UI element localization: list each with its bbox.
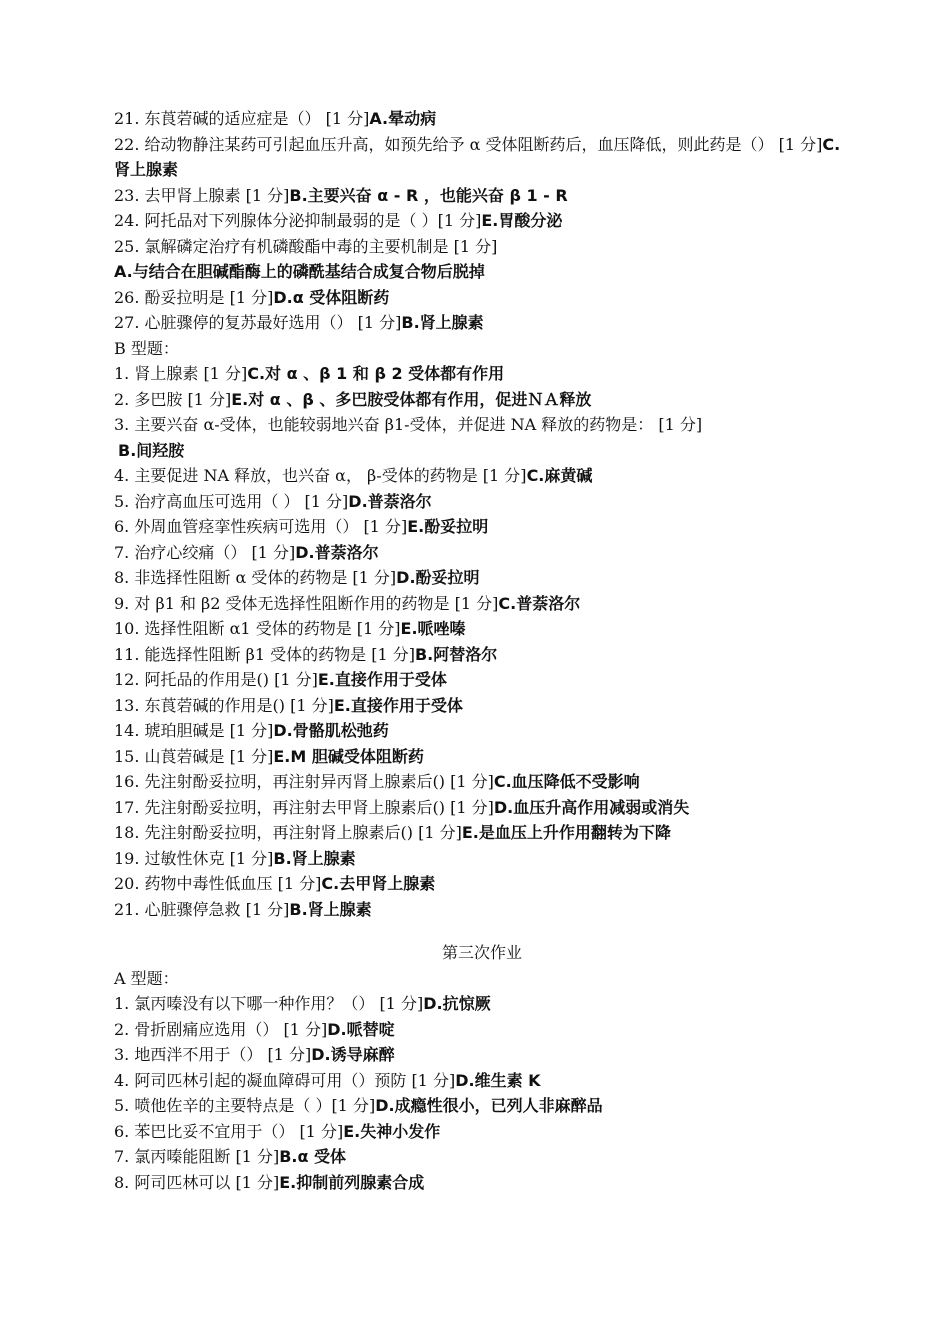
section-a-label: A 型题： bbox=[114, 968, 179, 988]
question-item: 24. 阿托品对下列腺体分泌抑制最弱的是（ ）[1 分]E.胃酸分泌 bbox=[114, 211, 563, 230]
question-item: 19. 过敏性休克 [1 分]B.肾上腺素 bbox=[114, 848, 356, 868]
question-item: 4. 阿司匹林引起的凝血障碍可用（）预防 [1 分]D.维生素 K bbox=[114, 1070, 541, 1090]
answer-text: C.肾上腺素 bbox=[114, 134, 841, 179]
answer-text: B.肾上腺素 bbox=[273, 848, 356, 868]
question-item: 7. 氯丙嗪能阻断 [1 分]B.α 受体 bbox=[114, 1147, 347, 1166]
answer-text: D.普萘洛尔 bbox=[295, 542, 379, 562]
answer-text: E.哌唑嗪 bbox=[400, 619, 466, 638]
answer-text: D.抗惊厥 bbox=[423, 994, 491, 1013]
answer-text: D.成瘾性很小，已列人非麻醉品 bbox=[375, 1096, 603, 1115]
question-item: 27. 心脏骤停的复苏最好选用（） [1 分]B.肾上腺素 bbox=[114, 313, 484, 332]
question-item: 6. 苯巴比妥不宜用于（） [1 分]E.失神小发作 bbox=[114, 1121, 441, 1141]
answer-text: E.失神小发作 bbox=[343, 1121, 441, 1141]
question-item: 8. 阿司匹林可以 [1 分]E.抑制前列腺素合成 bbox=[114, 1172, 425, 1192]
question-item: 13. 东莨菪碱的作用是() [1 分]E.直接作用于受体 bbox=[114, 695, 463, 715]
question-item: 12. 阿托品的作用是() [1 分]E.直接作用于受体 bbox=[114, 670, 447, 689]
question-item: 1. 肾上腺素 [1 分]C.对 α 、β 1 和 β 2 受体都有作用 bbox=[114, 364, 505, 383]
answer-text: D.骨骼肌松弛药 bbox=[273, 721, 389, 740]
answer-text: D.普萘洛尔 bbox=[348, 491, 432, 511]
answer-text: E.对 α 、β 、多巴胺受体都有作用，促进ＮＡ释放 bbox=[231, 389, 592, 409]
answer-text: E.酚妥拉明 bbox=[407, 517, 489, 536]
question-item: 10. 选择性阻断 α1 受体的药物是 [1 分]E.哌唑嗪 bbox=[114, 619, 466, 638]
answer-text: B.间羟胺 bbox=[118, 440, 185, 460]
answer-text: A.与结合在胆碱酯酶上的磷酰基结合成复合物后脱掉 bbox=[114, 262, 485, 281]
question-item: 26. 酚妥拉明是 [1 分]D.α 受体阻断药 bbox=[114, 287, 390, 307]
question-item: 17. 先注射酚妥拉明，再注射去甲肾上腺素后() [1 分]D.血压升高作用减弱或消失 bbox=[114, 797, 690, 817]
answer-text: E.M 胆碱受体阻断药 bbox=[273, 746, 424, 766]
question-item: 4. 主要促进 NA 释放，也兴奋 α， β-受体的药物是 [1 分]C.麻黄碱 bbox=[114, 466, 593, 485]
answer-text: B.阿替洛尔 bbox=[414, 644, 498, 664]
answer-text: B.α 受体 bbox=[279, 1147, 347, 1166]
question-item: 18. 先注射酚妥拉明，再注射肾上腺素后() [1 分]E.是血压上升作用翻转为下降 bbox=[114, 823, 671, 842]
question-item: 21. 东莨菪碱的适应症是（） [1 分]A.晕动病 bbox=[114, 109, 437, 128]
answer-text: B.肾上腺素 bbox=[289, 899, 372, 919]
answer-text: E.胃酸分泌 bbox=[481, 211, 563, 230]
question-item: 9. 对 β1 和 β2 受体无选择性阻断作用的药物是 [1 分]C.普萘洛尔 bbox=[114, 593, 581, 613]
question-item-answer bbox=[114, 259, 850, 285]
answer-text: C.对 α 、β 1 和 β 2 受体都有作用 bbox=[247, 364, 505, 383]
question-list-a bbox=[114, 991, 850, 1195]
answer-text: B.主要兴奋 α - R ，也能兴奋 β 1 - R bbox=[289, 185, 568, 205]
question-item: 15. 山莨菪碱是 [1 分]E.M 胆碱受体阻断药 bbox=[114, 746, 424, 766]
question-item: 7. 治疗心绞痛（） [1 分]D.普萘洛尔 bbox=[114, 542, 379, 562]
question-item: 6. 外周血管痉挛性疾病可选用（） [1 分]E.酚妥拉明 bbox=[114, 517, 489, 536]
question-item: 21. 心脏骤停急救 [1 分]B.肾上腺素 bbox=[114, 899, 372, 919]
question-item: 1. 氯丙嗪没有以下哪一种作用？（） [1 分]D.抗惊厥 bbox=[114, 994, 491, 1013]
question-item: 20. 药物中毒性低血压 [1 分]C.去甲肾上腺素 bbox=[114, 874, 436, 893]
question-item: 8. 非选择性阻断 α 受体的药物是 [1 分]D.酚妥拉明 bbox=[114, 568, 480, 587]
question-item: 22. 给动物静注某药可引起血压升高，如预先给予 α 受体阻断药后，血压降低，则此药是（） [1 分]C.肾上腺素 bbox=[114, 134, 841, 179]
answer-text: D.维生素 K bbox=[455, 1070, 541, 1090]
answer-text: C.普萘洛尔 bbox=[498, 593, 581, 613]
section-b-label: B 型题： bbox=[114, 338, 179, 358]
question-list-continued bbox=[114, 106, 850, 336]
answer-text: B.肾上腺素 bbox=[401, 313, 484, 332]
answer-text: D.α 受体阻断药 bbox=[273, 287, 390, 307]
question-item: 11. 能选择性阻断 β1 受体的药物是 [1 分]B.阿替洛尔 bbox=[114, 644, 498, 664]
answer-text: E.直接作用于受体 bbox=[317, 670, 447, 689]
question-item: 25. 氯解磷定治疗有机磷酸酯中毒的主要机制是 [1 分] bbox=[114, 236, 498, 256]
question-item: 2. 骨折剧痛应选用（） [1 分]D.哌替啶 bbox=[114, 1019, 395, 1039]
answer-text: C.血压降低不受影响 bbox=[493, 772, 640, 791]
question-item: 2. 多巴胺 [1 分]E.对 α 、β 、多巴胺受体都有作用，促进ＮＡ释放 bbox=[114, 389, 592, 409]
answer-text: D.诱导麻醉 bbox=[311, 1045, 395, 1064]
question-item-answer bbox=[114, 438, 850, 464]
question-item: 5. 治疗高血压可选用（ ） [1 分]D.普萘洛尔 bbox=[114, 491, 432, 511]
question-item: 23. 去甲肾上腺素 [1 分]B.主要兴奋 α - R ，也能兴奋 β 1 - R bbox=[114, 185, 568, 205]
answer-text: D.酚妥拉明 bbox=[396, 568, 480, 587]
answer-text: D.哌替啶 bbox=[327, 1019, 395, 1039]
question-item: 16. 先注射酚妥拉明，再注射异丙肾上腺素后() [1 分]C.血压降低不受影响 bbox=[114, 772, 640, 791]
question-item: 5. 喷他佐辛的主要特点是（ ）[1 分]D.成瘾性很小，已列人非麻醉品 bbox=[114, 1096, 603, 1115]
answer-text: E.抑制前列腺素合成 bbox=[279, 1172, 425, 1192]
answer-text: E.是血压上升作用翻转为下降 bbox=[461, 823, 671, 842]
question-item: 3. 主要兴奋 α-受体，也能较弱地兴奋 β1-受体，并促进 NA 释放的药物是： [1 分] bbox=[114, 415, 703, 434]
answer-text: C.去甲肾上腺素 bbox=[321, 874, 436, 893]
answer-text: E.直接作用于受体 bbox=[333, 695, 463, 715]
answer-text: C.麻黄碱 bbox=[526, 466, 593, 485]
question-item: 14. 琥珀胆碱是 [1 分]D.骨骼肌松弛药 bbox=[114, 721, 389, 740]
section-heading: 第三次作业 bbox=[441, 943, 522, 962]
answer-text: A.晕动病 bbox=[369, 109, 437, 128]
answer-text: D.血压升高作用减弱或消失 bbox=[493, 797, 690, 817]
question-item: 3. 地西泮不用于（） [1 分]D.诱导麻醉 bbox=[114, 1045, 395, 1064]
question-list-b bbox=[114, 361, 850, 922]
